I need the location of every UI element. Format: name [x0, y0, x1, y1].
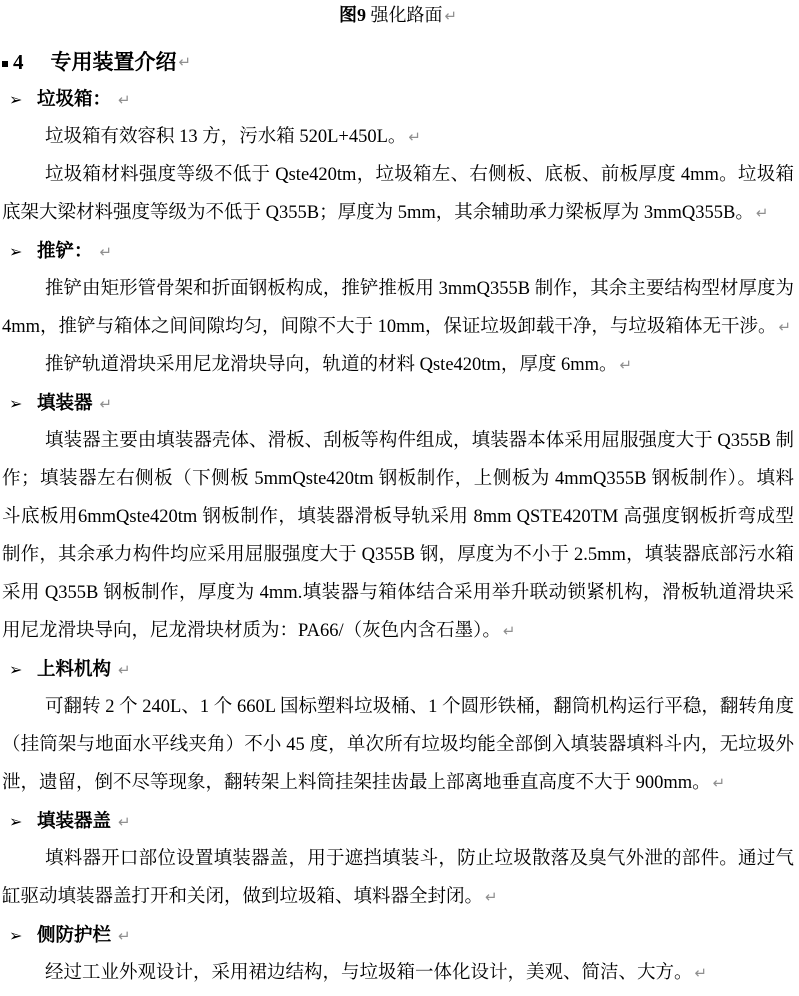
paragraph-text: 经过工业外观设计，采用裙边结构，与垃圾箱一体化设计，美观、简洁、大方。	[45, 963, 693, 983]
paragraph-mark: ↵	[118, 661, 131, 679]
bullet-heading-push-shovel	[2, 234, 794, 270]
body-paragraph	[2, 270, 794, 346]
paragraph-mark: ↵	[694, 964, 708, 982]
paragraph-text: 垃圾箱材料强度等级不低于 Qste420tm，垃圾箱左、右侧板、底板、前板厚度 4mm。垃圾箱底架大梁材料强度等级为不低于 Q355B；厚度为 5mm，其余辅助承力梁板厚为 3mmQ355B。	[2, 165, 794, 223]
bullet-arrow-icon: ➢	[9, 660, 23, 679]
paragraph-mark: ↵	[99, 243, 113, 261]
bullet-title: 侧防护栏	[37, 926, 112, 946]
paragraph-text: 垃圾箱有效容积 13 方，污水箱 520L+450L。	[45, 127, 407, 147]
paragraph-mark: ↵	[502, 622, 516, 640]
paragraph-mark: ↵	[118, 927, 131, 945]
paragraph-text: 推铲轨道滑块采用尼龙滑块导向，轨道的材料 Qste420tm，厚度 6mm。	[45, 355, 618, 375]
figure-label: 图9	[338, 5, 366, 25]
bullet-heading-side-guard	[2, 918, 794, 954]
bullet-heading-trash-box	[2, 82, 794, 118]
bullet-arrow-icon: ➢	[9, 90, 23, 109]
paragraph-mark: ↵	[712, 774, 726, 792]
body-paragraph	[2, 840, 794, 916]
paragraph-text: 填料器开口部位设置填装器盖，用于遮挡填装斗，防止垃圾散落及臭气外泄的部件。通过气缸驱动填装器盖打开和关闭，做到垃圾箱、填料器全封闭。	[2, 849, 794, 907]
paragraph-mark: ↵	[99, 395, 113, 413]
bullet-title: 推铲：	[37, 242, 93, 262]
paragraph-mark: ↵	[178, 53, 192, 71]
paragraph-text: 推铲由矩形管骨架和折面钢板构成，推铲推板用 3mmQ355B 制作，其余主要结构型材厚度为 4mm，推铲与箱体之间间隙均匀，间隙不大于 10mm，保证垃圾卸载干净，与垃圾箱体无干涉。	[2, 279, 794, 337]
paragraph-mark: ↵	[755, 204, 769, 222]
bullet-arrow-icon: ➢	[9, 926, 23, 945]
body-paragraph	[2, 156, 794, 232]
bullet-title: 上料机构	[37, 660, 112, 680]
paragraph-mark: ↵	[778, 318, 792, 336]
paragraph-mark: ↵	[485, 888, 498, 906]
section-heading	[2, 49, 794, 76]
paragraph-mark: ↵	[619, 356, 633, 374]
paragraph-mark: ↵	[118, 91, 131, 109]
bullet-heading-loading-mechanism	[2, 652, 794, 688]
bullet-heading-filler	[2, 386, 794, 422]
paragraph-text: 填装器主要由填装器壳体、滑板、刮板等构件组成，填装器本体采用屈服强度大于 Q355B 制作；填装器左右侧板（下侧板 5mmQste420tm 钢板制作，上侧板为 4mmQ355B 钢板制作）。填料斗底板用6mmQste420tm 钢板制作，填装器滑板导轨采用 8mm QSTE420TM 高强度钢板折弯成型制作，其余承力构件均应采用屈服强度大于 Q355B 钢，厚度为不小于 2.5mm，填装器底部污水箱采用 Q355B 钢板制作，厚度为 4mm.填装器与箱体结合采用举升联动锁紧机构，滑板轨道滑块采用尼龙滑块导向，尼龙滑块材质为：PA66/（灰色内含石墨）。	[2, 431, 794, 641]
body-paragraph	[2, 118, 794, 156]
paragraph-mark: ↵	[408, 128, 421, 146]
bullet-arrow-icon: ➢	[9, 394, 23, 413]
bullet-title: 填装器盖	[37, 812, 112, 832]
bullet-title: 垃圾箱：	[37, 90, 112, 110]
body-paragraph	[2, 346, 794, 384]
bullet-arrow-icon: ➢	[9, 242, 23, 261]
bullet-arrow-icon: ➢	[9, 812, 23, 831]
paragraph-text: 可翻转 2 个 240L、1 个 660L 国标塑料垃圾桶、1 个圆形铁桶，翻筒机构运行平稳，翻转角度（挂筒架与地面水平线夹角）不小 45 度，单次所有垃圾均能全部倒入填装器填料斗内，无垃圾外泄，遗留，倒不尽等现象，翻转架上料筒挂架挂齿最上部离地垂直高度不大于 900mm。	[2, 697, 794, 793]
body-paragraph	[2, 688, 794, 802]
paragraph-mark: ↵	[444, 7, 458, 25]
body-paragraph	[2, 422, 794, 650]
heading-square-icon	[2, 61, 8, 67]
body-paragraph	[2, 954, 794, 992]
figure-title: 强化路面	[370, 5, 443, 25]
heading-number: 4	[13, 50, 24, 74]
bullet-heading-filler-cover	[2, 804, 794, 840]
bullet-title: 填装器	[37, 394, 93, 414]
heading-title: 专用装置介绍	[50, 50, 177, 74]
figure-caption	[2, 5, 794, 27]
paragraph-mark: ↵	[118, 813, 131, 831]
